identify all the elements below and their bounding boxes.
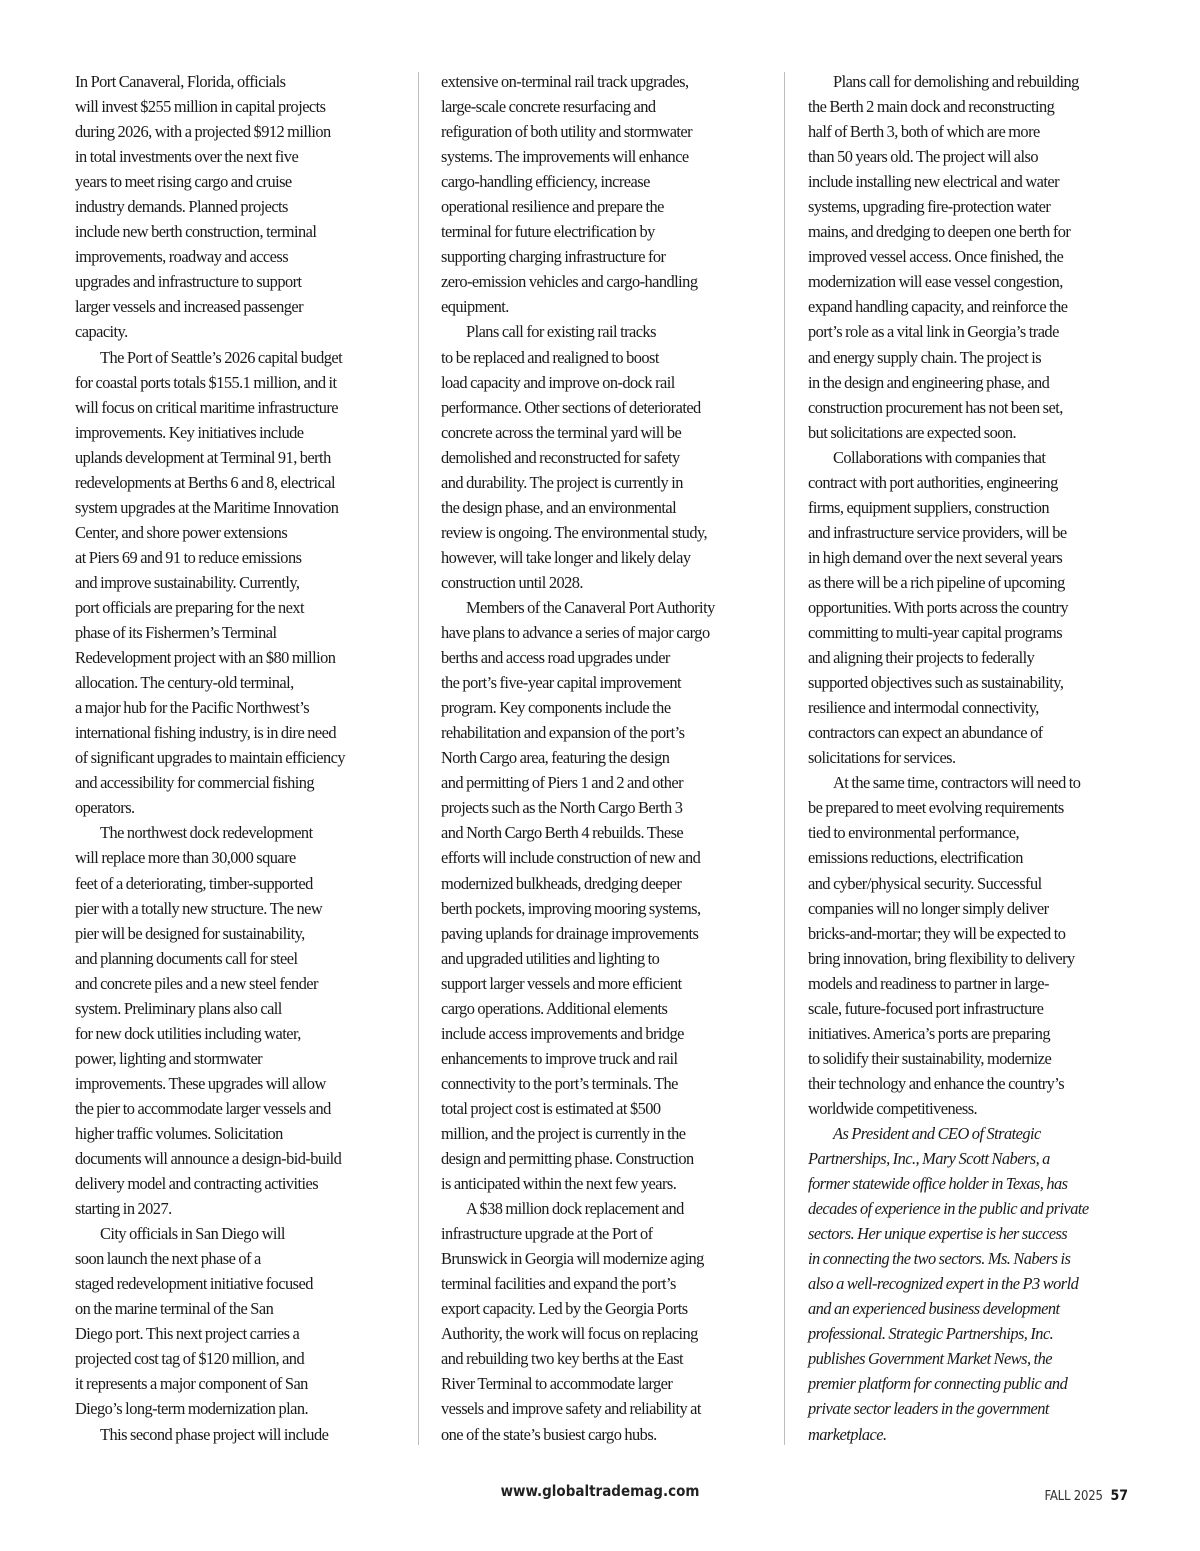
page-number: 57: [1110, 1488, 1128, 1504]
paragraph: City officials in San Diego will soon launch the next phase of a staged redevelopment initiative focused on the marine terminal of the San Diego port. This next project carries a projected cost tag of $120 million, and it represents a major component of San Diego’s long-term modernization plan.: [75, 1224, 313, 1419]
website-url[interactable]: www.globaltrademag.com: [500, 1482, 700, 1500]
paragraph: In Port Canaveral, Florida, officials will invest $255 million in capital projects during 2026, with a projected $912 million in total investments over the next five years to meet rising cargo and cruise industry demands. Planned projects include new berth construction, terminal improvements, roadway and access upgrades and infrastructure to support larger vessels and increased passenger capacity.: [75, 72, 331, 342]
paragraph: Collaborations with companies that contract with port authorities, engineering firms, equipment suppliers, construction and infrastructure service providers, will be in high demand over the next several years as there will be a rich pipeline of upcoming opportunities. With ports across the country committing to multi-year capital programs and aligning their projects to federally supported objectives such as sustainability, resilience and intermodal connectivity, contractors can expect an abundance of solicitations for services.: [808, 447, 1069, 768]
paragraph: At the same time, contractors will need to be prepared to meet evolving requirements tied to environmental performance, emissions reductions, electrification and cyber/physical security. Successful companies will no longer simply deliver bricks-and-mortar; they will be expected to bring innovation, bring flexibility to delivery models and readiness to partner in large- scale, future-focused port infrastructure initiatives. America’s ports are preparing to solidify their sustainability, modernize their technology and enhance the country’s worldwide competitiveness.: [808, 773, 1081, 1118]
paragraph: Plans call for demolishing and rebuilding the Berth 2 main dock and reconstructing half of Berth 3, both of which are more than 50 years old. The project will also include installing new electrical and water systems, upgrading fire-protection water mains, and dredging to deepen one berth for improved vessel access. Once finished, the modernization will ease vessel congestion, expand handling capacity, and reinforce the port’s role as a vital link in Georgia’s trade and energy supply chain. The project is in the design and engineering phase, and construction procurement has not been set, but solicitations are expected soon.: [808, 72, 1079, 442]
article-column-1: [75, 69, 397, 1447]
paragraph: A $38 million dock replacement and infrastructure upgrade at the Port of Brunswick in Georgia will modernize aging terminal facilities and expand the port’s export capacity. Led by the Georgia Ports Authority, the work will focus on replacing and rebuilding two key berths at the East River Terminal to accommodate larger vessels and improve safety and reliability at one of the state’s busiest cargo hubs.: [441, 1199, 704, 1444]
paragraph: Plans call for existing rail tracks to be replaced and realigned to boost load capacity and improve on-dock rail performance. Other sections of deteriorated concrete across the terminal yard will be demolished and reconstructed for safety and durability. The project is currently in the design phase, and an environmental review is ongoing. The environmental study, however, will take longer and likely delay construction until 2028.: [441, 322, 708, 592]
author-bio: As President and CEO of Strategic Partnerships, Inc., Mary Scott Nabers, a former statewide office holder in Texas, has decades of experience in the public and private sectors. Her unique expertise is her success in connecting the two sectors. Ms. Nabers is also a well-recognized expert in the P3 world and an experienced business development professional. Strategic Partnerships, Inc. publishes Government Market News, the premier platform for connecting public and private sector leaders in the government marketplace.: [808, 1123, 1089, 1444]
issue-label: FALL 2025: [1044, 1489, 1103, 1504]
article-column-3: [808, 69, 1130, 1447]
paragraph: Members of the Canaveral Port Authority have plans to advance a series of major cargo berths and access road upgrades under the port’s five-year capital improvement program. Key components include the rehabilitation and expansion of the port’s North Cargo area, featuring the design and permitting of Piers 1 and 2 and other projects such as the North Cargo Berth 3 and North Cargo Berth 4 rebuilds. These efforts will include construction of new and modernized bulkheads, dredging deeper berth pockets, improving mooring systems, paving uplands for drainage improvements and upgraded utilities and lighting to support larger vessels and more efficient cargo operations. Additional elements include access improvements and bridge enhancements to improve truck and rail connectivity to the port’s terminals. The total project cost is estimated at $500 million, and the project is currently in the design and permitting phase. Construction is anticipated within the next few years.: [441, 597, 715, 1194]
paragraph: extensive on-terminal rail track upgrades, large-scale concrete resurfacing and refiguration of both utility and stormwater systems. The improvements will enhance cargo-handling efficiency, increase operational resilience and prepare the terminal for future electrification by supporting charging infrastructure for zero-emission vehicles and cargo-handling equipment.: [441, 72, 698, 317]
paragraph: The northwest dock redevelopment will replace more than 30,000 square feet of a deteriorating, timber-supported pier with a totally new structure. The new pier will be designed for sustainability, and planning documents call for steel and concrete piles and a new steel fender system. Preliminary plans also call for new dock utilities including water, power, lighting and stormwater improvements. These upgrades will allow the pier to accommodate larger vessels and higher traffic volumes. Solicitation documents will announce a design-bid-build delivery model and contracting activities starting in 2027.: [75, 823, 342, 1219]
column-divider: [784, 72, 785, 1445]
paragraph: This second phase project will include: [100, 1424, 329, 1444]
article-column-2: [441, 69, 763, 1447]
column-divider: [418, 72, 419, 1445]
page-folio: [1045, 1488, 1128, 1504]
paragraph: The Port of Seattle’s 2026 capital budget for coastal ports totals $155.1 million, and it will focus on critical maritime infrastructure improvements. Key initiatives include uplands development at Terminal 91, berth redevelopments at Berths 6 and 8, electrical system upgrades at the Maritime Innovation Center, and shore power extensions at Piers 69 and 91 to reduce emissions and improve sustainability. Currently, port officials are preparing for the next phase of its Fishermen’s Terminal Redevelopment project with an $80 million allocation. The century-old terminal, a major hub for the Pacific Northwest’s international fishing industry, is in dire need of significant upgrades to maintain efficiency and accessibility for commercial fishing operators.: [75, 347, 346, 818]
